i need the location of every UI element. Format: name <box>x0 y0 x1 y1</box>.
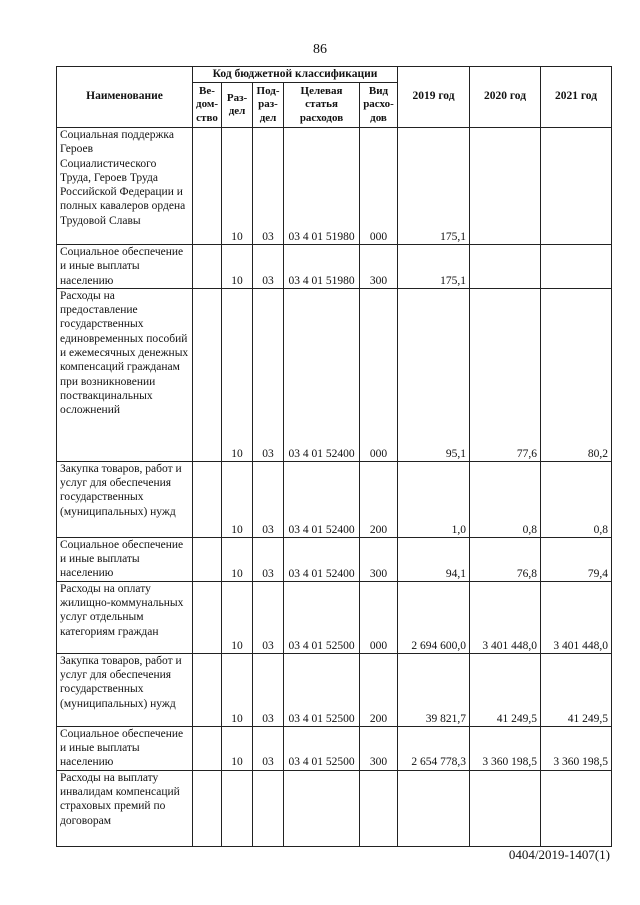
row-amount-2019: 2 654 778,3 <box>398 726 470 770</box>
header-department: Ве- дом- ство <box>193 83 222 128</box>
row-section: 10 <box>222 245 253 289</box>
row-department <box>193 581 222 653</box>
row-target-item: 03 4 01 52500 <box>284 726 360 770</box>
row-name: Расходы на выплату инвалидам компенсаций страховых премий по договорам <box>57 770 193 846</box>
row-target-item: 03 4 01 51980 <box>284 245 360 289</box>
header-expense-type: Вид расхо- дов <box>360 83 398 128</box>
row-expense-type: 000 <box>360 128 398 245</box>
row-department <box>193 128 222 245</box>
row-target-item: 03 4 01 52500 <box>284 581 360 653</box>
row-name: Закупка товаров, работ и услуг для обеспечения государственных (муниципальных) нужд <box>57 653 193 726</box>
row-subsection <box>253 770 284 846</box>
row-amount-2019: 175,1 <box>398 245 470 289</box>
row-amount-2021: 3 360 198,5 <box>541 726 612 770</box>
row-department <box>193 461 222 537</box>
row-amount-2021: 3 401 448,0 <box>541 581 612 653</box>
row-department <box>193 245 222 289</box>
row-target-item: 03 4 01 52400 <box>284 288 360 461</box>
table-row <box>57 581 612 653</box>
row-section <box>222 770 253 846</box>
row-amount-2021 <box>541 245 612 289</box>
row-name: Социальное обеспечение и иные выплаты населению <box>57 726 193 770</box>
row-section: 10 <box>222 461 253 537</box>
row-amount-2019: 95,1 <box>398 288 470 461</box>
row-section: 10 <box>222 581 253 653</box>
row-amount-2021: 80,2 <box>541 288 612 461</box>
row-target-item: 03 4 01 52400 <box>284 537 360 581</box>
header-name: Наименование <box>57 67 193 128</box>
table-row <box>57 537 612 581</box>
row-amount-2020 <box>470 128 541 245</box>
row-expense-type: 200 <box>360 653 398 726</box>
row-section: 10 <box>222 726 253 770</box>
header-year-2021: 2021 год <box>541 67 612 128</box>
row-amount-2020: 3 401 448,0 <box>470 581 541 653</box>
row-amount-2021 <box>541 770 612 846</box>
row-subsection: 03 <box>253 288 284 461</box>
table-row <box>57 245 612 289</box>
row-target-item: 03 4 01 52500 <box>284 653 360 726</box>
row-subsection: 03 <box>253 726 284 770</box>
row-expense-type: 300 <box>360 537 398 581</box>
row-amount-2019: 94,1 <box>398 537 470 581</box>
table-row <box>57 653 612 726</box>
row-department <box>193 537 222 581</box>
table-row <box>57 128 612 245</box>
row-section: 10 <box>222 653 253 726</box>
row-subsection: 03 <box>253 581 284 653</box>
row-amount-2020 <box>470 770 541 846</box>
row-section: 10 <box>222 128 253 245</box>
row-subsection: 03 <box>253 245 284 289</box>
row-expense-type <box>360 770 398 846</box>
row-department <box>193 726 222 770</box>
row-amount-2020 <box>470 245 541 289</box>
row-section: 10 <box>222 288 253 461</box>
row-expense-type: 300 <box>360 726 398 770</box>
row-name: Расходы на оплату жилищно-коммунальных услуг отдельным категориям граждан <box>57 581 193 653</box>
table-row <box>57 461 612 537</box>
header-year-2019: 2019 год <box>398 67 470 128</box>
row-amount-2021 <box>541 128 612 245</box>
row-subsection: 03 <box>253 128 284 245</box>
row-amount-2020: 0,8 <box>470 461 541 537</box>
row-department <box>193 653 222 726</box>
header-subsection: Под- раз- дел <box>253 83 284 128</box>
table-row <box>57 288 612 461</box>
row-expense-type: 200 <box>360 461 398 537</box>
table-body <box>57 128 612 847</box>
header-budget-code-group: Код бюджетной классификации <box>193 67 398 83</box>
row-target-item <box>284 770 360 846</box>
row-amount-2020: 41 249,5 <box>470 653 541 726</box>
row-amount-2021: 41 249,5 <box>541 653 612 726</box>
header-year-2020: 2020 год <box>470 67 541 128</box>
row-expense-type: 300 <box>360 245 398 289</box>
row-amount-2021: 0,8 <box>541 461 612 537</box>
row-department <box>193 770 222 846</box>
document-code: 0404/2019-1407(1) <box>508 847 610 862</box>
row-amount-2019: 2 694 600,0 <box>398 581 470 653</box>
row-amount-2019: 1,0 <box>398 461 470 537</box>
row-name: Расходы на предоставление государственных единовременных пособий и ежемесячных денежных компенсаций гражданам при возникновении поствакцинальных осложнений <box>57 288 193 461</box>
table-row <box>57 726 612 770</box>
row-name: Закупка товаров, работ и услуг для обеспечения государственных (муниципальных) нужд <box>57 461 193 537</box>
table-header <box>57 67 612 128</box>
row-subsection: 03 <box>253 461 284 537</box>
row-expense-type: 000 <box>360 581 398 653</box>
table-row <box>57 770 612 846</box>
row-subsection: 03 <box>253 653 284 726</box>
row-target-item: 03 4 01 51980 <box>284 128 360 245</box>
row-amount-2019: 39 821,7 <box>398 653 470 726</box>
row-amount-2021: 79,4 <box>541 537 612 581</box>
row-section: 10 <box>222 537 253 581</box>
row-expense-type: 000 <box>360 288 398 461</box>
row-amount-2020: 76,8 <box>470 537 541 581</box>
row-name: Социальное обеспечение и иные выплаты населению <box>57 537 193 581</box>
row-amount-2019: 175,1 <box>398 128 470 245</box>
row-amount-2020: 77,6 <box>470 288 541 461</box>
row-amount-2019 <box>398 770 470 846</box>
header-section: Раз- дел <box>222 83 253 128</box>
row-name: Социальное обеспечение и иные выплаты населению <box>57 245 193 289</box>
header-target-item: Целевая статья расходов <box>284 83 360 128</box>
row-target-item: 03 4 01 52400 <box>284 461 360 537</box>
row-subsection: 03 <box>253 537 284 581</box>
row-amount-2020: 3 360 198,5 <box>470 726 541 770</box>
row-name: Социальная поддержка Героев Социалистического Труда, Героев Труда Российской Федерации и полных кавалеров ордена Трудовой Славы <box>57 128 193 245</box>
budget-table <box>56 66 612 847</box>
row-department <box>193 288 222 461</box>
page-number: 86 <box>313 42 327 57</box>
